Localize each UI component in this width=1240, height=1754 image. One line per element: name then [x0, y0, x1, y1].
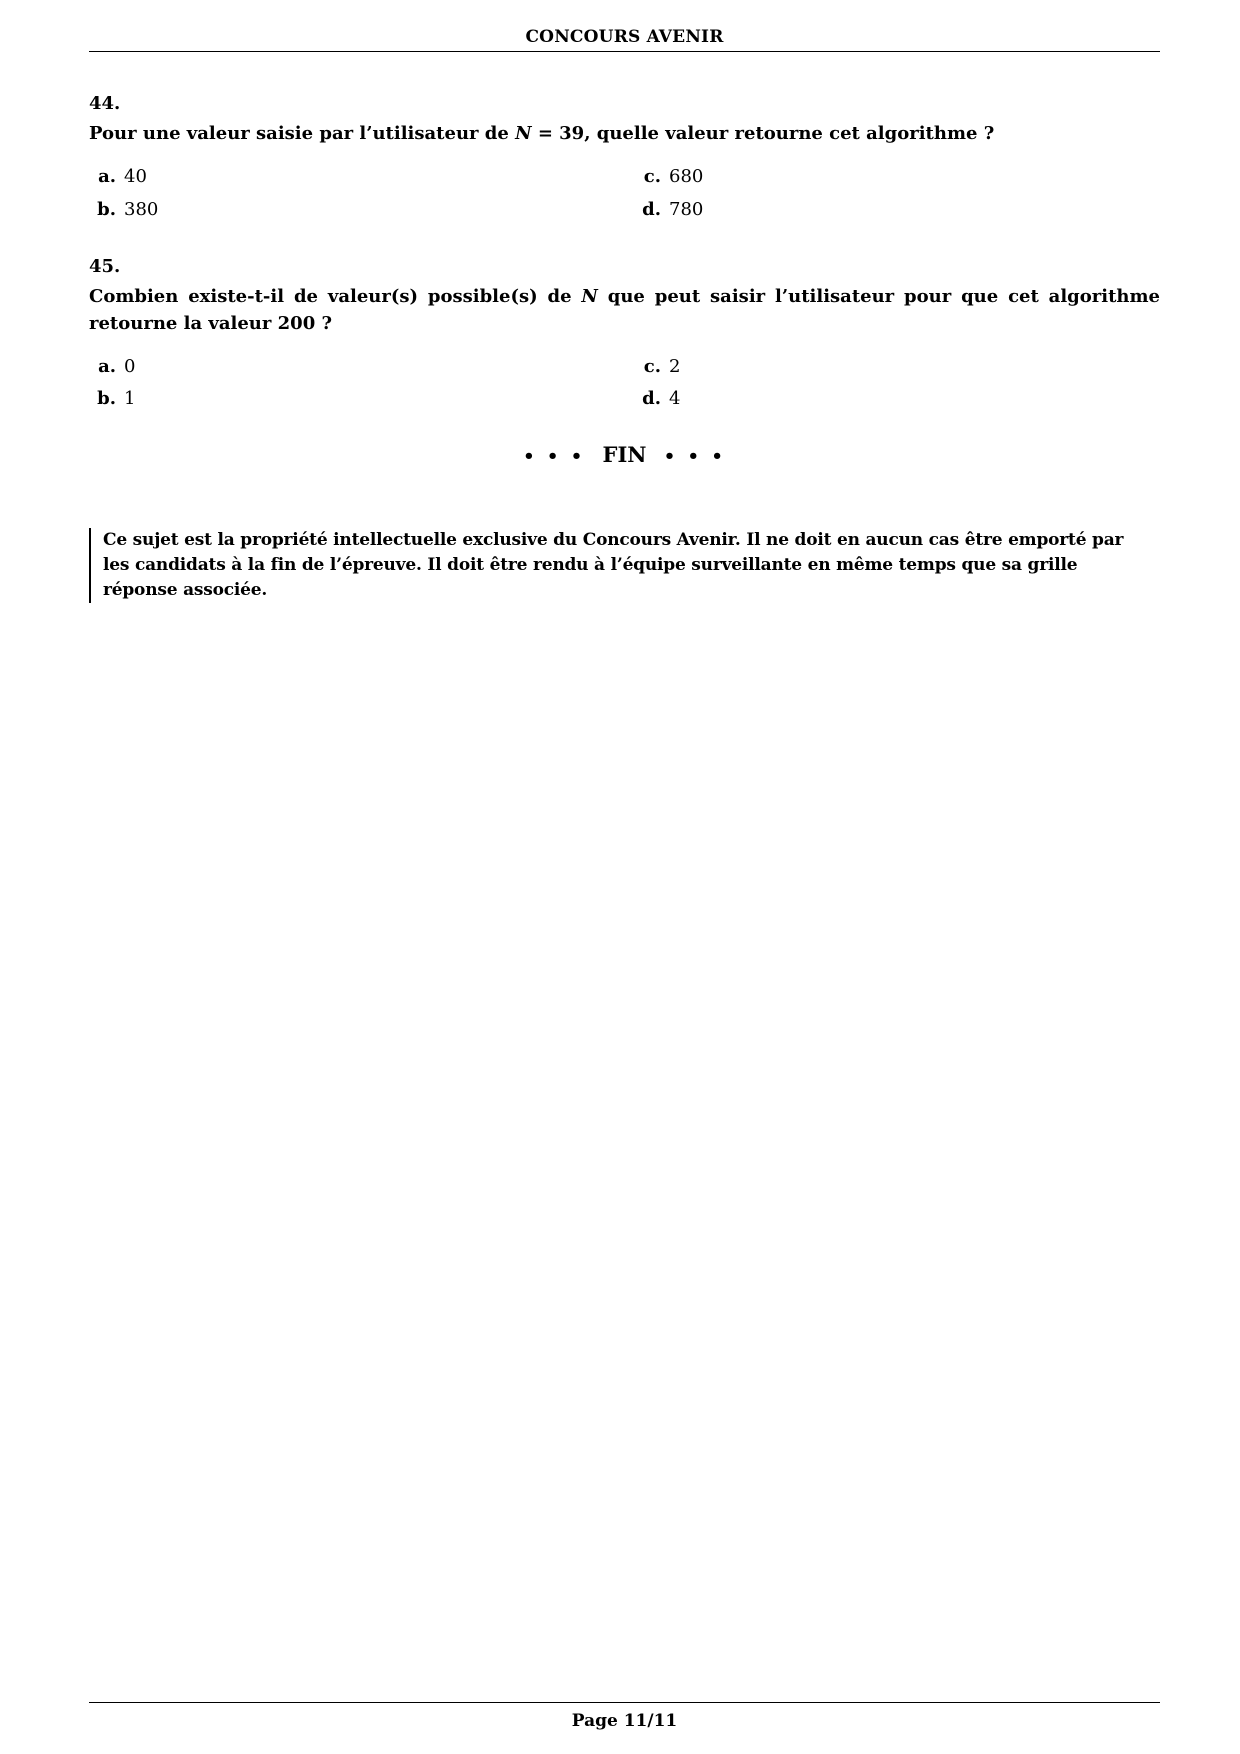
- question-variable: N: [581, 286, 598, 307]
- choice-letter: c.: [643, 166, 661, 187]
- end-marker: [89, 440, 1160, 472]
- choice-letter: d.: [642, 199, 661, 220]
- question-44: [89, 92, 1160, 231]
- choice-value: 380: [124, 199, 159, 220]
- choice-a: [89, 165, 147, 189]
- choice-value: 680: [669, 166, 704, 187]
- choice-d: [634, 387, 680, 411]
- choice-letter: a.: [98, 356, 116, 377]
- choice-b: [89, 387, 135, 411]
- choice-c: [634, 165, 703, 189]
- choice-value: 780: [669, 199, 704, 220]
- question-text-after: que peut saisir l’utilisateur pour que cet algorithme retourne la valeur 200 ?: [89, 286, 1160, 334]
- question-text-before: Combien existe-t-il de valeur(s) possible(s) de: [89, 286, 582, 307]
- choice-value: 2: [669, 356, 681, 377]
- question-text: [89, 120, 1160, 147]
- choice-a: [89, 355, 135, 379]
- choice-letter: b.: [97, 199, 116, 220]
- question-text-before: Pour une valeur saisie par l’utilisateur de: [89, 123, 516, 144]
- question-45: [89, 255, 1160, 421]
- property-notice: Ce sujet est la propriété intellectuelle exclusive du Concours Avenir. Il ne doit en aucun cas être emporté par les candidats à la fin de l’épreuve. Il doit être rendu à l’équipe surveillante en même temps que sa grille réponse associée.: [89, 528, 1147, 603]
- choice-value: 0: [124, 356, 136, 377]
- question-number: 44.: [89, 93, 121, 114]
- footer-divider: [89, 1702, 1160, 1703]
- choice-c: [634, 355, 680, 379]
- question-text: [89, 283, 1160, 337]
- choice-letter: c.: [643, 356, 661, 377]
- answer-choices: [89, 165, 1160, 231]
- end-dots-left: • • •: [523, 446, 586, 467]
- choice-letter: b.: [97, 388, 116, 409]
- header-divider: [89, 51, 1160, 52]
- question-text-after: = 39, quelle valeur retourne cet algorithme ?: [531, 123, 995, 144]
- end-label: FIN: [602, 442, 647, 467]
- choice-letter: a.: [98, 166, 116, 187]
- end-dots-right: • • •: [663, 446, 726, 467]
- answer-choices: [89, 355, 1160, 421]
- choice-value: 40: [124, 166, 147, 187]
- choice-value: 4: [669, 388, 681, 409]
- choice-d: [634, 198, 703, 222]
- choice-b: [89, 198, 158, 222]
- choice-letter: d.: [642, 388, 661, 409]
- page-number: Page 11/11: [571, 1711, 678, 1731]
- choice-value: 1: [124, 388, 136, 409]
- question-number: 45.: [89, 256, 121, 277]
- page-header-title: CONCOURS AVENIR: [525, 27, 724, 47]
- question-variable: N: [515, 123, 532, 144]
- document-page: [89, 0, 1160, 1754]
